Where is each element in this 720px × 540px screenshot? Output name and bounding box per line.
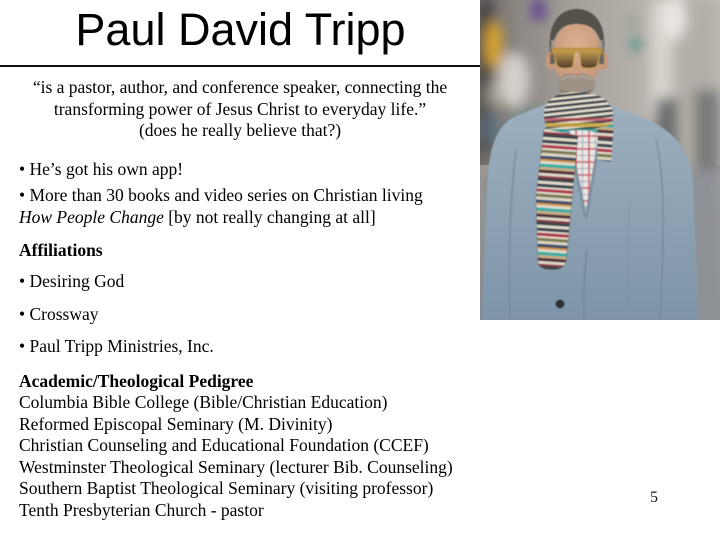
academic-item-columbia: Columbia Bible College (Bible/Christian Education) — [19, 392, 388, 412]
academic-item-reformed-episcopal: Reformed Episcopal Seminary (M. Divinity) — [19, 413, 333, 434]
academic-item-southern-baptist: Southern Baptist Theological Seminary (visiting professor) — [19, 478, 434, 499]
bullet-books-text: • More than 30 books and video series on Christian living — [19, 185, 423, 205]
bullet-books — [19, 185, 479, 228]
cardigan-button — [556, 300, 565, 309]
book-title-aside: [by not really changing at all] — [163, 206, 376, 227]
intro-quote-line-2: transforming power of Jesus Christ to everyday life.” — [53, 98, 427, 119]
academic-item-ccef: Christian Counseling and Educational Foundation (CCEF) — [19, 435, 429, 456]
page-number: 5 — [650, 489, 658, 506]
academic-list — [19, 392, 479, 522]
academic-heading: Academic/Theological Pedigree — [19, 371, 254, 391]
affiliation-paul-tripp-ministries: • Paul Tripp Ministries, Inc. — [19, 336, 214, 356]
paul-tripp-photo — [480, 0, 720, 320]
purple-banner — [532, 0, 545, 20]
title-underline — [0, 65, 481, 67]
intro-quote-line-3: (does he really believe that?) — [138, 120, 342, 141]
affiliation-desiring-god: • Desiring God — [19, 271, 125, 291]
intro-quote — [0, 77, 480, 142]
academic-item-tenth-presbyterian: Tenth Presbyterian Church - pastor — [19, 499, 264, 520]
traffic-light-glow — [485, 21, 503, 69]
bullet-own-app: • He’s got his own app! — [19, 159, 184, 179]
slide-title: Paul David Tripp — [75, 4, 406, 55]
academic-item-westminster: Westminster Theological Seminary (lecturer Bib. Counseling) — [19, 456, 453, 477]
book-title: How People Change — [19, 206, 164, 227]
affiliation-crossway: • Crossway — [19, 304, 99, 324]
affiliations-heading: Affiliations — [19, 240, 103, 260]
intro-quote-line-1: “is a pastor, author, and conference speaker, connecting the — [32, 77, 448, 97]
teal-signal — [631, 38, 643, 50]
